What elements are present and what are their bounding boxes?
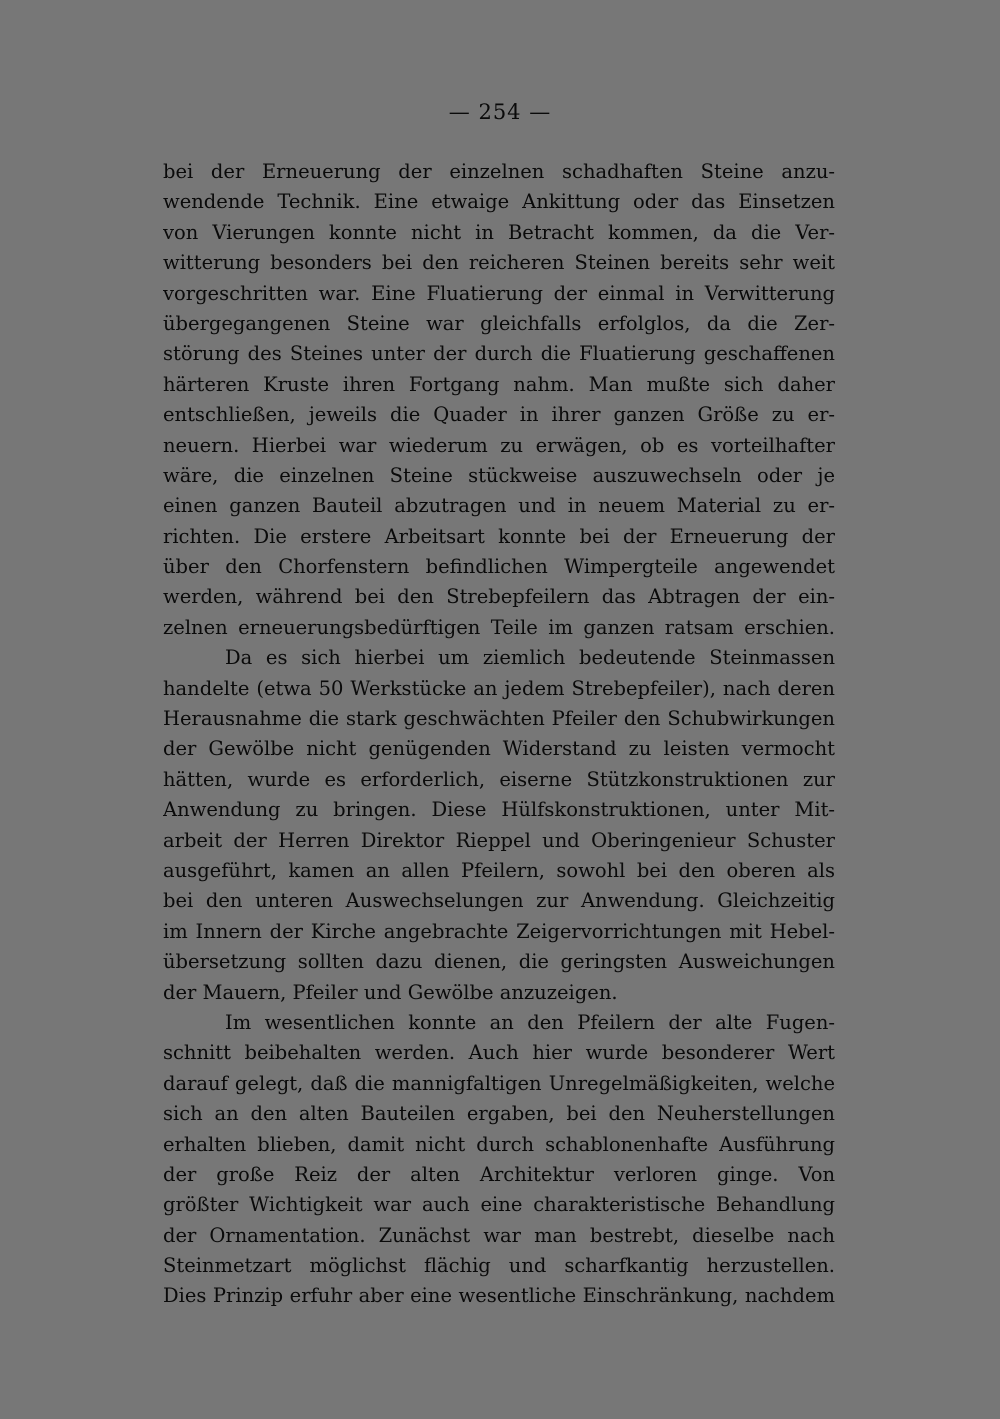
text-line: richten. Die erstere Arbeitsart konnte bei der Erneuerung der: [163, 524, 835, 548]
text-line: einen ganzen Bauteil abzutragen und in neuem Material zu er-: [163, 494, 835, 518]
text-line: neuern. Hierbei war wiederum zu erwägen, ob es vorteilhafter: [163, 433, 835, 457]
text-line: störung des Steines unter der durch die Fluatierung geschaffenen: [163, 342, 835, 366]
text-line: übergegangenen Steine war gleichfalls erfolglos, da die Zer-: [163, 311, 835, 335]
text-line: bei der Erneuerung der einzelnen schadhaften Steine anzu-: [163, 160, 835, 183]
text-line: witterung besonders bei den reicheren Steinen bereits sehr weit: [163, 251, 835, 275]
text-line: schnitt beibehalten werden. Auch hier wurde besonderer Wert: [163, 1041, 835, 1065]
text-line: werden, während bei den Strebepfeilern das Abtragen der ein-: [163, 585, 835, 609]
text-line: Anwendung zu bringen. Diese Hülfskonstruktionen, unter Mit-: [163, 798, 835, 822]
text-line: bei den unteren Auswechselungen zur Anwendung. Gleichzeitig: [163, 889, 835, 913]
text-line: Steinmetzart möglichst flächig und scharfkantig herzustellen.: [163, 1254, 835, 1278]
text-line: Dies Prinzip erfuhr aber eine wesentliche Einschränkung, nachdem: [163, 1284, 835, 1308]
text-line: von Vierungen konnte nicht in Betracht kommen, da die Ver-: [163, 220, 835, 244]
text-line: entschließen, jeweils die Quader in ihrer ganzen Größe zu er-: [163, 403, 835, 427]
text-line: wäre, die einzelnen Steine stückweise auszuwechseln oder je: [163, 463, 835, 487]
text-line: der Gewölbe nicht genügenden Widerstand zu leisten vermocht: [163, 737, 835, 761]
body-text: [163, 157, 835, 1312]
text-line: vorgeschritten war. Eine Fluatierung der einmal in Verwitterung: [163, 281, 835, 305]
text-line: sich an den alten Bauteilen ergaben, bei den Neuherstellungen: [163, 1102, 835, 1126]
text-line: darauf gelegt, daß die mannigfaltigen Unregelmäßigkeiten, welche: [163, 1071, 835, 1095]
text-line: über den Chorfenstern befindlichen Wimpergteile angewendet: [163, 555, 835, 579]
text-line: hätten, wurde es erforderlich, eiserne Stützkonstruktionen zur: [163, 767, 835, 791]
text-line: zelnen erneuerungsbedürftigen Teile im ganzen ratsam erschien.: [163, 615, 835, 639]
text-line: der Ornamentation. Zunächst war man bestrebt, dieselbe nach: [163, 1223, 835, 1247]
text-line: härteren Kruste ihren Fortgang nahm. Man mußte sich daher: [163, 372, 835, 396]
text-line: der große Reiz der alten Architektur verloren ginge. Von: [163, 1162, 835, 1186]
text-line: wendende Technik. Eine etwaige Ankittung oder das Einsetzen: [163, 190, 835, 214]
paragraph-first-line: Da es sich hierbei um ziemlich bedeutende Steinmassen: [225, 646, 835, 670]
page-number: — 254 —: [448, 100, 552, 124]
text-line: übersetzung sollten dazu dienen, die geringsten Ausweichungen: [163, 950, 835, 974]
text-line: Herausnahme die stark geschwächten Pfeiler den Schubwirkungen: [163, 707, 835, 731]
text-line: größter Wichtigkeit war auch eine charakteristische Behandlung: [163, 1193, 835, 1217]
text-line: handelte (etwa 50 Werkstücke an jedem Strebepfeiler), nach deren: [163, 676, 835, 700]
text-line: ausgeführt, kamen an allen Pfeilern, sowohl bei den oberen als: [163, 858, 835, 882]
paragraph-first-line: Im wesentlichen konnte an den Pfeilern der alte Fugen-: [225, 1010, 835, 1034]
paragraph-last-line: der Mauern, Pfeiler und Gewölbe anzuzeigen.: [163, 980, 618, 1004]
text-line: arbeit der Herren Direktor Rieppel und Oberingenieur Schuster: [163, 828, 835, 852]
text-line: erhalten blieben, damit nicht durch schablonenhafte Ausführung: [163, 1132, 835, 1156]
text-line: im Innern der Kirche angebrachte Zeigervorrichtungen mit Hebel-: [163, 919, 835, 943]
